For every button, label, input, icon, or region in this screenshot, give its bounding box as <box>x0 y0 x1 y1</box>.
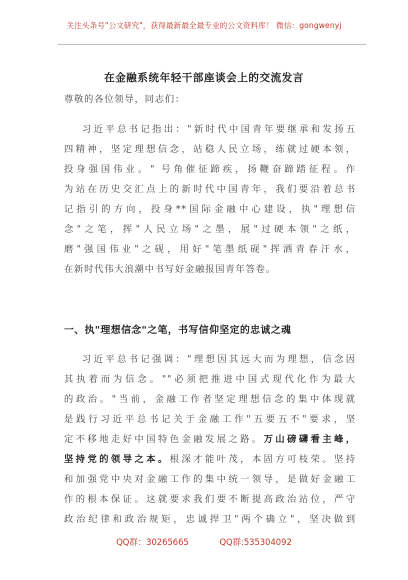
document-title: 在金融系统年轻干部座谈会上的交流发言 <box>104 72 304 84</box>
paragraph-line: 是践行习近平总书记关于金融工作"五要五不"要求，坚 <box>64 414 356 425</box>
paragraph-line: 为站在历史交汇点上的新时代中国青年，我们要沿着总书 <box>64 184 356 195</box>
paragraph-line: 念"之笔，挥"人民立场"之墨，展"过硬本领"之纸， <box>64 224 356 235</box>
paragraph-line: 磨"强国伟业"之砚，用好"笔墨纸砚"挥洒青春汗水， <box>64 244 356 255</box>
footer-qq-group-2: QQ群:535304092 <box>219 537 292 547</box>
paragraph-text: 根深才能叶茂，本固方可枝荣。坚持 <box>169 454 356 465</box>
paragraph-line: 四精神，坚定理想信念，站稳人民立场，练就过硬本领， <box>64 144 356 155</box>
header-banner: 关注头条号"公文研究"，获得最新最全最专业的公文资料库！ 微信：gongwenyj <box>66 21 342 30</box>
paragraph-line: 作的根本保证。这就要求我们要不断提高政治站位，严守 <box>64 494 356 505</box>
section-heading-1: 一、执"理想信念"之笔，书写信仰坚定的忠诚之魂 <box>64 325 292 336</box>
paragraph-line: 的政治。"当前，金融工作者坚定理想信念的集中体现就 <box>64 394 356 405</box>
paragraph-line <box>64 430 356 450</box>
paragraph-line: 其执着而为信念。""必须把推进中国式现代化作为最大 <box>64 374 356 385</box>
paragraph-line: 习近平总书记指出："新时代中国青年要继承和发扬五 <box>82 124 356 135</box>
paragraph-line: 记指引的方向，投身**国际金融中心建设，执"理想信 <box>64 204 356 215</box>
paragraph-line: 在新时代伟大浪潮中书写好金融报国青年答卷。 <box>64 264 276 275</box>
paragraph-text: 定不移地走好中国特色金融发展之路。 <box>64 434 264 445</box>
paragraph-line <box>64 450 356 470</box>
footer-qq-group-1: QQ群：30265665 <box>116 537 189 547</box>
paragraph-line: 和加强党中央对金融工作的集中统一领导，是做好金融工 <box>64 474 356 485</box>
paragraph-2 <box>64 350 356 530</box>
paragraph-line: 投身强国伟业。" 号角催征蹄疾，扬鞭奋蹄踏征程。作 <box>64 164 356 175</box>
paragraph-line: 习近平总书记强调："理想因其远大而为理想，信念因 <box>82 354 356 365</box>
footer-contact <box>0 536 408 548</box>
bold-emphasis: 坚持党的领导之本。 <box>64 454 170 465</box>
header-divider <box>58 44 366 45</box>
greeting: 尊敬的各位领导，同志们： <box>64 94 186 105</box>
paragraph-line: 政治纪律和政治规矩，忠诚捍卫"两个确立"，坚决做到 <box>64 514 356 525</box>
bold-emphasis: 万山磅礴看主峰， <box>263 434 356 445</box>
paragraph-1 <box>64 120 356 280</box>
